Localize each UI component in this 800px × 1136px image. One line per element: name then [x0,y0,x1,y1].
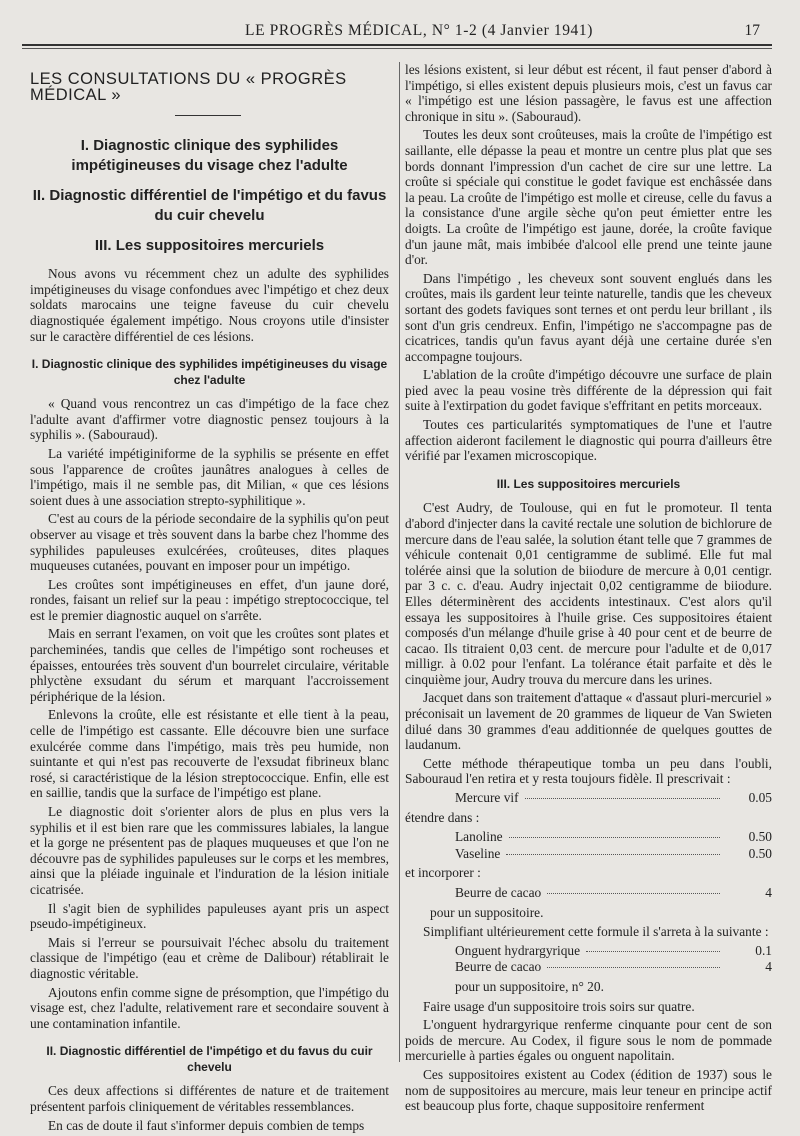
paragraph: Ajoutons enfin comme signe de présomption, que l'impétigo du visage est, chez l'adulte, relativement rare et secondaire souvent à une contamination infantile. [30,984,389,1031]
paragraph: Ces deux affections si différentes de nature et de traitement présentent parfois cliniquement de véritables ressemblances. [30,1083,389,1114]
subhead-1: I. Diagnostic clinique des syphilides impétigineuses du visage chez l'adulte [31,357,388,387]
paragraph: Dans l'impétigo , les cheveux sont souvent englués dans les croûtes, mais ils gardent leur teinte naturelle, tandis que les cheveux sortant des godets faviques sont ternes et ont perdu leur brillant , ils sont d'un gris cendreux. Enfin, l'impétigo ne s'accompagne pas de cicatrices, tandis qu'un favus ayant déjà une certaine durée s'en accompagne toujours. [405,270,772,364]
heading-2: II. Diagnostic différentiel de l'impétigo et du favus du cuir chevelu [32,187,387,225]
formula-row: Beurre de cacao 4 [455,959,772,975]
paragraph: Jacquet dans son traitement d'attaque « d'assaut pluri-mercuriel » préconisait un lavement de 20 grammes de liqueur de Van Swieten dilué dans 30 grammes d'eau additionnée de quelques gouttes de laudanum. [405,690,772,753]
header-rule-thin [22,48,772,49]
paragraph: L'onguent hydrargyrique renferme cinquante pour cent de son poids de mercure. Au Codex, il figure sous le nom de pommade mercurielle à parties égales ou onguent napolitain. [405,1017,772,1064]
journal-title: LE PROGRÈS MÉDICAL, N° 1-2 (4 Janvier 1941) [245,22,593,39]
left-column [30,72,389,1136]
paragraph: Il s'agit bien de syphilides papuleuses ayant pris un aspect pseudo-impétigineux. [30,900,389,932]
header-rule [22,44,772,46]
formula-1 [405,790,772,920]
paragraph: Simplifiant ultérieurement cette formule il s'arreta à la suivante : [423,924,769,940]
paragraph: les lésions existent, si leur début est récent, il faut penser d'abord à l'impétigo, si elles existent depuis plusieurs mois, c'est un favus car « l'impétigo est une lésion passagère, le favus est une affection chronique in situ ». (Sabouraud). [405,62,772,124]
formula-row: Lanoline 0.50 [455,829,772,845]
section-title: LES CONSULTATIONS DU « PROGRÈS MÉDICAL » [30,70,347,104]
formula-row: Onguent hydrargyrique 0.1 [455,942,772,958]
running-head [0,22,800,42]
paragraph: Mais en serrant l'examen, on voit que les croûtes sont plates et parcheminées, tandis que celles de l'impétigo sont rocheuses et épaisses, entourées très souvent d'un bourrelet circulaire, véritable phlyctène exsudant du sérum et marquant l'accroissement périphérique de la lésion. [30,626,389,704]
paragraph: Toutes les deux sont croûteuses, mais la croûte de l'impétigo est saillante, elle dépasse la peau et montre un centre plus plat que ses bords donnant l'impression d'un cachet de cire sur une lettre. La croûte si spéciale qui constitue le godet favique est enchâssée dans la peau. La croûte de l'impétigo est molle et cireuse, celle du favus a la consistance d'une argile sèche qu'on peut émietter entre les doigts. La croûte de l'impétigo est jaune, dorée, la croûte favique d'un jaune mât, mais imbibée d'alcool elle prend une teinte jaune d'or. [405,127,772,268]
paragraph: L'ablation de la croûte d'impétigo découvre une surface de plain pied avec la peau vosine très différente de la dépression qui fait suite à l'extirpation du godet favique s'effritant en petits morceaux. [405,367,772,414]
formula-note: étendre dans : [405,809,480,825]
paragraph: Ces suppositoires existent au Codex (édition de 1937) sous le nom de suppositoires au mercure, mais leur teneur en principe actif est beaucoup plus forte, chaque suppositoire renferment [405,1066,772,1114]
formula-note: et incorporer : [405,865,481,881]
paragraph: C'est Audry, de Toulouse, qui en fut le promoteur. Il tenta d'abord d'injecter dans la cavité rectale une solution de bichlorure de mercure dans de l'eau salée, la solution étant telle que 7 grammes de véhicule contenait 0,01 centigramme de sublimé. Elle fut mal tolérée ainsi que la solution de biiodure de mercure à 0,01 centigr. par 3 c. c. d'eau. Audry injectait 0,02 centigramme de biiodure. Elles déterminèrent des accidents intestinaux. C'est alors qu'il essaya les suppositoires à l'huile grise. Ces suppositoires étaient composés d'un mélange d'huile grise à 40 pour cent et de beurre de cacao. Ils titraient 0,03 cent. de mercure pour l'adulte et de 0,017 milligr. à 0.02 pour l'enfant. La tolérance était parfaite et dès le cinquième jour, Audry trouva du mercure dans les urines. [405,500,772,687]
paragraph: C'est au cours de la période secondaire de la syphilis qu'on peut observer au visage et très souvent dans la barbe chez l'homme des syphilides papuleuses exulcérées, croûteuses, dites plaques muqueuses cutanées, pouvant en imposer pour un impétigo. [30,511,389,574]
paragraph: Mais si l'erreur se poursuivait l'échec absolu du traitement classique de l'impétigo (eau et crème de Dalibour) rétablirait le diagnostic véritable. [30,934,389,981]
formula-note: pour un suppositoire. [430,904,544,920]
formula-row: Beurre de cacao 4 [455,885,772,900]
formula-note: pour un suppositoire, n° 20. [455,978,604,994]
right-column [405,62,772,1117]
paragraph: Cette méthode thérapeutique tomba un peu dans l'oubli, Sabouraud l'en retira et y resta toujours fidèle. Il prescrivait : [405,755,772,787]
paragraph: Enlevons la croûte, elle est résistante et elle tient à la peau, celle de l'impétigo est cassante. Elle découvre bien une surface exulcérée comme dans l'impétigo, mais très peu humide, non suintante et qui n'est pas recouverte de l'exsudat fibrineux blanc rosé, si caractéristique de la lésion streptococcique. Enfin, elle est en saillie, tandis que la surface de l'impétigo est plane. [30,707,389,801]
paragraph: La variété impétiginiforme de la syphilis se présente en effet sous l'apparence de croûtes jaunâtres analogues à celles de l'impétigo, mais il ne semble pas, dit Milian, « que ces lésions soient dues à une association strepto-syphilitique ». [30,445,389,508]
paragraph: Faire usage d'un suppositoire trois soirs sur quatre. [423,998,695,1014]
formula-row: Mercure vif 0.05 [455,790,772,806]
paragraph: « Quand vous rencontrez un cas d'impétigo de la face chez l'adulte avant d'affirmer votre diagnostic pensez toujours à la syphilis ». (Sabouraud). [30,396,389,443]
page-number: 17 [744,22,760,39]
intro-paragraph: Nous avons vu récemment chez un adulte des syphilides impétigineuses du visage confondues avec l'impétigo et chez deux soldats marocains une teigne faveuse du cuir chevelu diagnostiquée également impétigo. Nous croyons utile d'insister sur le caractère différentiel de ces lésions. [30,266,389,344]
heading-3: III. Les suppositoires mercuriels [94,237,325,255]
paragraph: En cas de doute il faut s'informer depuis combien de temps [48,1117,365,1133]
paragraph: Les croûtes sont impétigineuses en effet, d'un jaune doré, rondes, faisant un relief sur la peau : impétigo streptococcique, tel est le premier diagnostic auquel on s'arrête. [30,576,389,623]
title-rule [175,115,241,116]
formula-row: Vaseline 0.50 [455,845,772,861]
column-divider [399,62,400,1062]
formula-2 [405,943,772,995]
paragraph: Toutes ces particularités symptomatiques de l'une et l'autre affection aideront facilement le diagnostic qui pourra d'ailleurs être vérifié par l'examen microscopique. [405,417,772,464]
subhead-3: III. Les suppositoires mercuriels [496,476,681,491]
subhead-2: II. Diagnostic différentiel de l'impétigo et du favus du cuir chevelu [46,1044,373,1074]
paragraph: Le diagnostic doit s'orienter alors de plus en plus vers la syphilis et il est bien rare que les commissures labiales, la langue et la gorge ne présentent pas de plaques muqueuses et que l'on ne découvre pas de syphilides papuleuses sur le corps et les membres, ainsi que la pléiade inguinale et l'induration de la lésion initiale cicatrisée. [30,804,389,897]
heading-1: I. Diagnostic clinique des syphilides impétigineuses du visage chez l'adulte [71,137,348,175]
